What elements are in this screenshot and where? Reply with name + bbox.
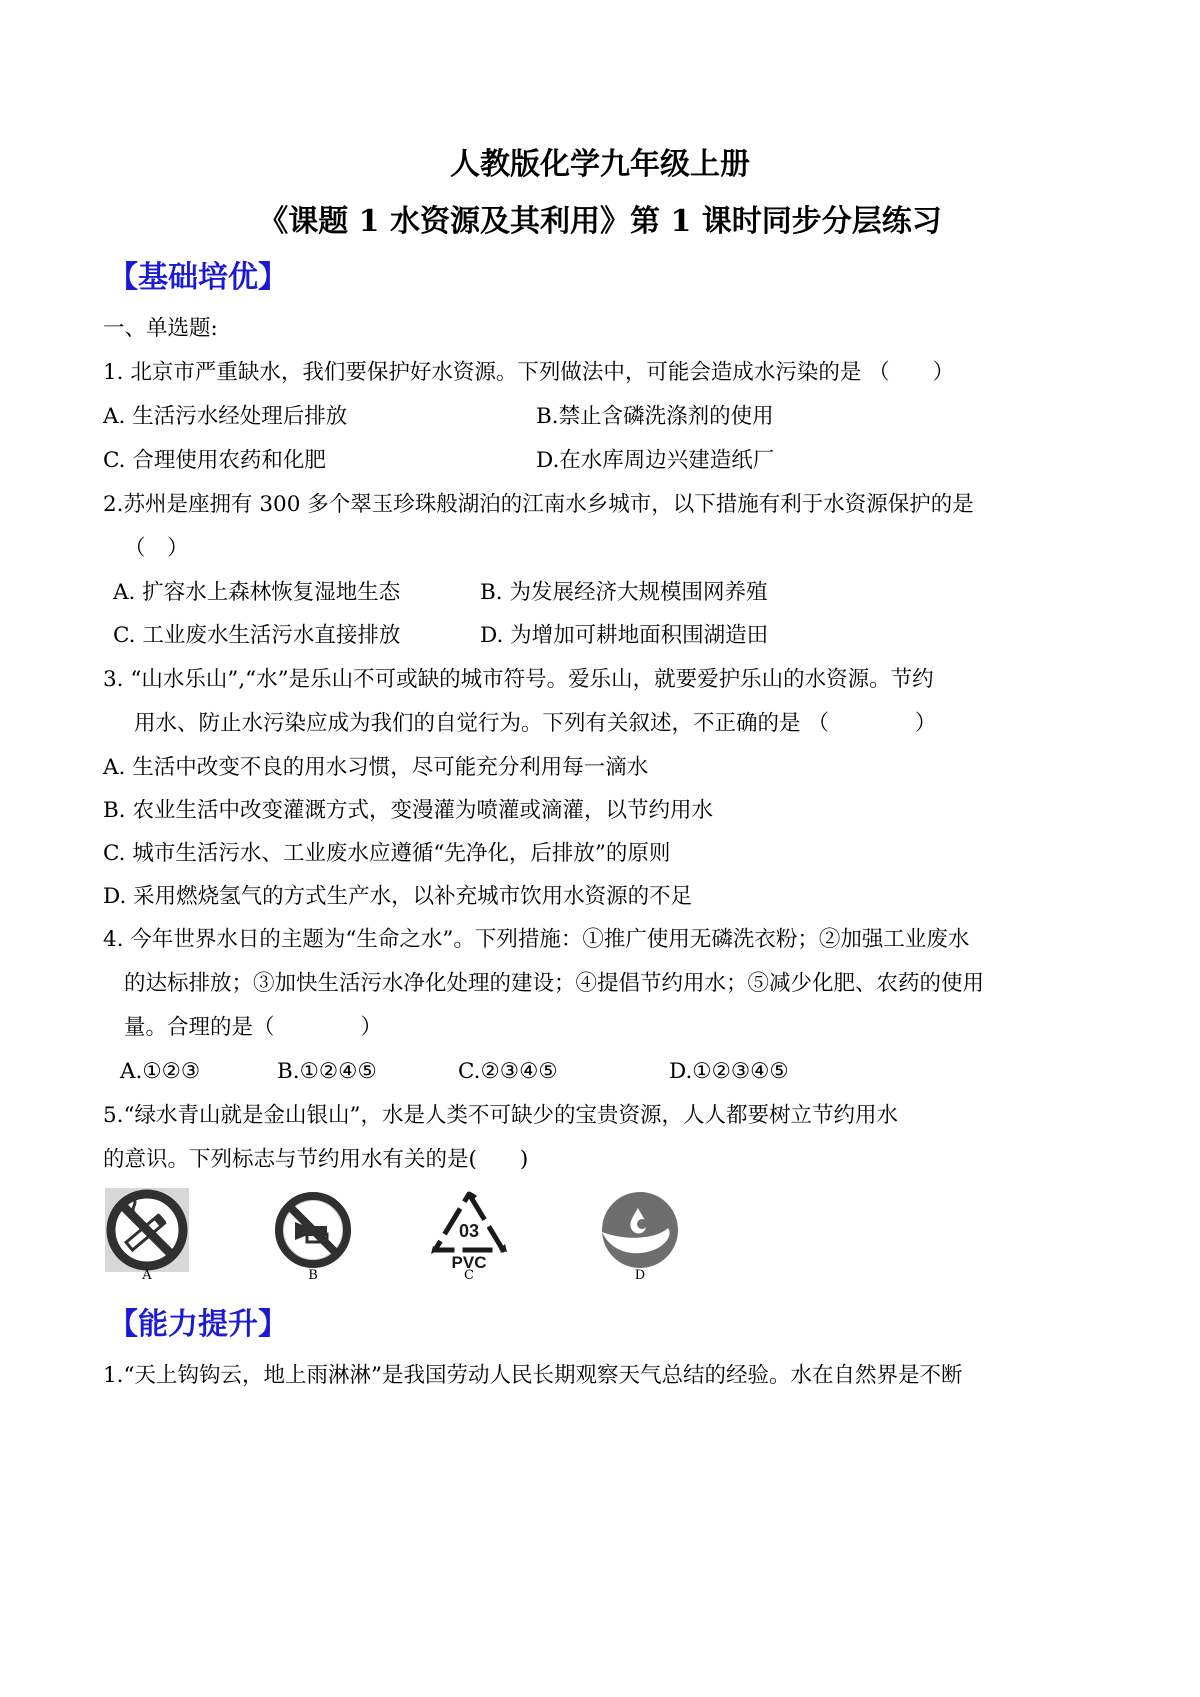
q4-stem-line1: 4. 今年世界水日的主题为“生命之水”。下列措施：①推广使用无磷洗衣粉；②加强工业废水 (103, 927, 970, 952)
q5-stem-line1: 5.“绿水青山就是金山银山”，水是人类不可缺少的宝贵资源，人人都要树立节约用水 (103, 1103, 898, 1128)
q4-stem-line3: 量。合理的是（ ） (124, 1015, 383, 1040)
page-subtitle: 《课题 1 水资源及其利用》第 1 课时同步分层练习 (258, 204, 942, 239)
recycling-pvc-icon (427, 1188, 511, 1272)
pvc-label-text: PVC (451, 1253, 487, 1272)
sign-caption-c: C (464, 1268, 474, 1283)
q3-option-a: A. 生活中改变不良的用水习惯，尽可能充分利用每一滴水 (103, 755, 649, 780)
q1-stem: 1. 北京市严重缺水，我们要保护好水资源。下列做法中，可能会造成水污染的是 （ ） (103, 360, 955, 385)
section-heading-advanced: 【能力提升】 (108, 1307, 288, 1342)
q4-stem-line2: 的达标排放；③加快生活污水净化处理的建设；④提倡节约用水；⑤减少化肥、农药的使用 (124, 971, 985, 996)
q1-option-b: B.禁止含磷洗涤剂的使用 (536, 404, 774, 429)
section-heading-basic: 【基础培优】 (108, 260, 288, 295)
q5-stem-line2: 的意识。下列标志与节约用水有关的是( ) (103, 1147, 529, 1172)
sign-caption-a: A (142, 1268, 152, 1283)
q2-option-a: A. 扩容水上森林恢复湿地生态 (113, 580, 401, 605)
sign-caption-d: D (634, 1268, 646, 1283)
page-title: 人教版化学九年级上册 (450, 147, 750, 182)
q2-option-c: C. 工业废水生活污水直接排放 (113, 623, 401, 648)
q2-option-b: B. 为发展经济大规模围网养殖 (480, 580, 768, 605)
no-smoking-icon (105, 1188, 189, 1272)
q2-option-d: D. 为增加可耕地面积围湖造田 (480, 623, 769, 648)
q1-option-c: C. 合理使用农药和化肥 (103, 448, 326, 473)
q1-option-a: A. 生活污水经处理后排放 (103, 404, 348, 429)
q3-option-d: D. 采用燃烧氢气的方式生产水，以补充城市饮用水资源的不足 (103, 884, 693, 909)
q2-answer-bracket: （ ） (124, 536, 189, 561)
q3-option-b: B. 农业生活中改变灌溉方式，变漫灌为喷灌或滴灌，以节约用水 (103, 798, 713, 823)
q3-stem-line2: 用水、防止水污染应成为我们的自觉行为。下列有关叙述，不正确的是 （ ） (134, 711, 937, 736)
q1-option-d: D.在水库周边兴建造纸厂 (536, 448, 775, 473)
q3-stem-line1: 3. “山水乐山”,“水”是乐山不可或缺的城市符号。爱乐山，就要爱护乐山的水资源。节约 (103, 667, 934, 692)
q2-stem: 2.苏州是座拥有 300 多个翠玉珍珠般湖泊的江南水乡城市，以下措施有利于水资源保护的是 (103, 492, 974, 517)
part-heading-single-choice: 一、单选题: (103, 316, 218, 341)
q4-option-c: C.②③④⑤ (458, 1059, 558, 1084)
q3-option-c: C. 城市生活污水、工业废水应遵循“先净化，后排放”的原则 (103, 841, 671, 866)
q4-option-d: D.①②③④⑤ (669, 1059, 789, 1084)
water-saving-icon (598, 1188, 682, 1272)
pvc-code-text: 03 (458, 1221, 480, 1241)
sign-caption-b: B (308, 1268, 318, 1283)
q4-option-a: A.①②③ (120, 1059, 201, 1084)
adv-q1-stem: 1.“天上钩钩云，地上雨淋淋”是我国劳动人民长期观察天气总结的经验。水在自然界是不断 (103, 1363, 963, 1388)
no-honking-icon (271, 1188, 355, 1272)
q4-option-b: B.①②④⑤ (277, 1059, 377, 1084)
